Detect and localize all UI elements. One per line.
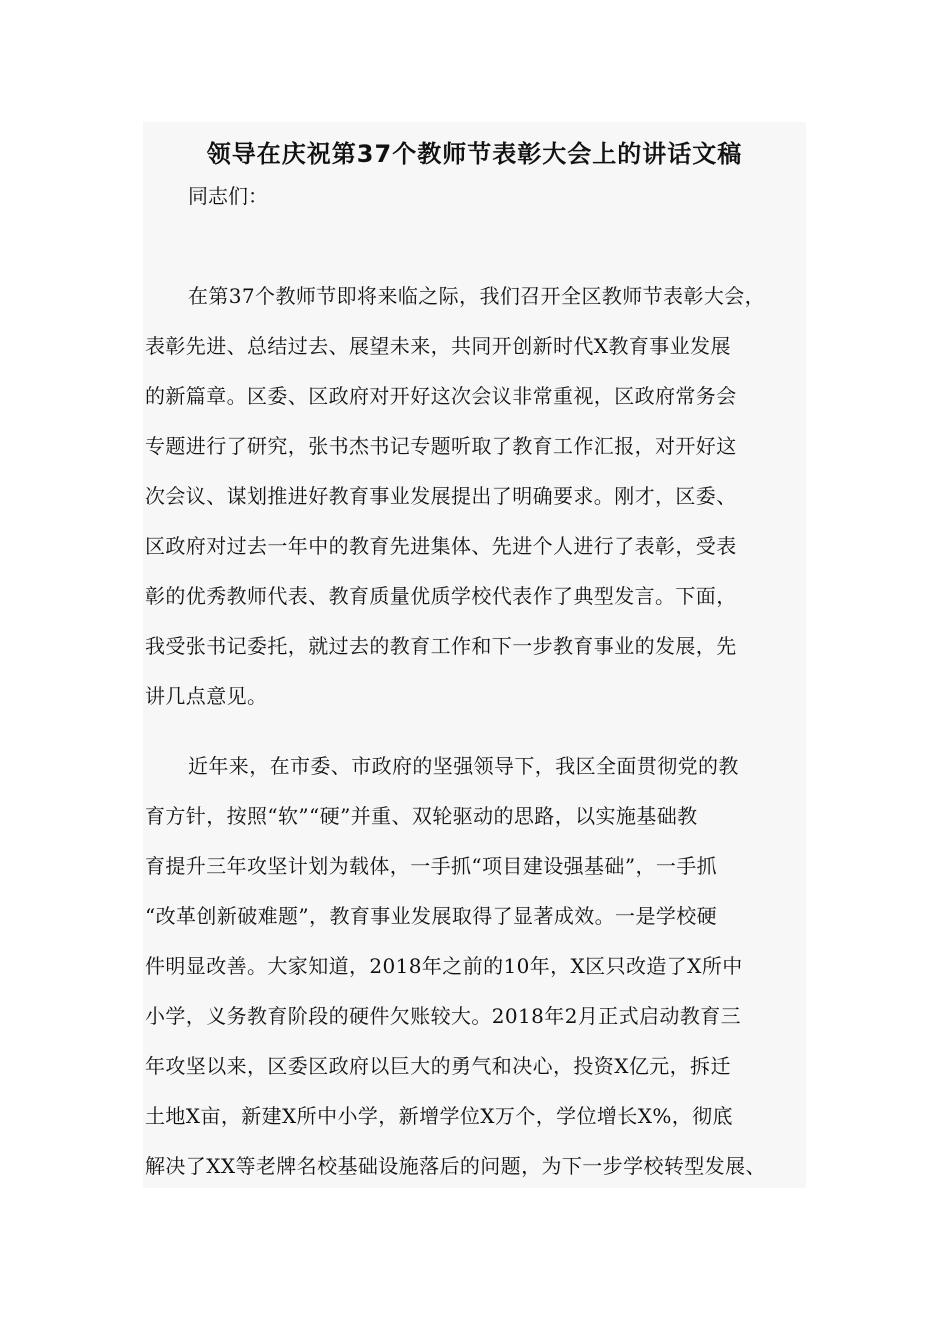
- text-line: 小学，义务教育阶段的硬件欠账较大。2018年2月正式启动教育三: [145, 1004, 742, 1028]
- text-line: 表彰先进、总结过去、展望未来，共同开创新时代X教育事业发展: [145, 334, 731, 358]
- text-line: 近年来，在市委、市政府的坚强领导下，我区全面贯彻党的教: [188, 754, 739, 778]
- document-page: [143, 122, 806, 1188]
- text-line: 次会议、谋划推进好教育事业发展提出了明确要求。刚才，区委、: [145, 484, 737, 508]
- salutation: 同志们：: [188, 184, 268, 208]
- text-line: 年攻坚以来，区委区政府以巨大的勇气和决心，投资X亿元，拆迁: [145, 1054, 731, 1078]
- document-title: 领导在庆祝第37个教师节表彰大会上的讲话文稿: [206, 140, 743, 168]
- text-line: 件明显改善。大家知道，2018年之前的10年，X区只改造了X所中: [145, 954, 743, 978]
- text-line: 育提升三年攻坚计划为载体，一手抓“项目建设强基础”，一手抓: [145, 854, 718, 878]
- text-line: 的新篇章。区委、区政府对开好这次会议非常重视，区政府常务会: [145, 384, 737, 408]
- text-line: 我受张书记委托，就过去的教育工作和下一步教育事业的发展，先: [145, 634, 737, 658]
- text-line: 在第37个教师节即将来临之际，我们召开全区教师节表彰大会，: [188, 284, 766, 308]
- text-line: 讲几点意见。: [145, 684, 268, 708]
- text-line: 土地X亩，新建X所中小学，新增学位X万个，学位增长X%，彻底: [145, 1104, 733, 1128]
- text-line: 育方针，按照“软”“硬”并重、双轮驱动的思路，以实施基础教: [145, 804, 698, 828]
- text-line: “改革创新破难题”，教育事业发展取得了显著成效。一是学校硬: [145, 904, 718, 928]
- text-line: 区政府对过去一年中的教育先进集体、先进个人进行了表彰，受表: [145, 534, 737, 558]
- text-line: 彰的优秀教师代表、教育质量优质学校代表作了典型发言。下面，: [145, 584, 737, 608]
- text-line: 解决了XX等老牌名校基础设施落后的问题，为下一步学校转型发展、: [145, 1154, 766, 1178]
- text-line: 专题进行了研究，张书杰书记专题听取了教育工作汇报，对开好这: [145, 434, 737, 458]
